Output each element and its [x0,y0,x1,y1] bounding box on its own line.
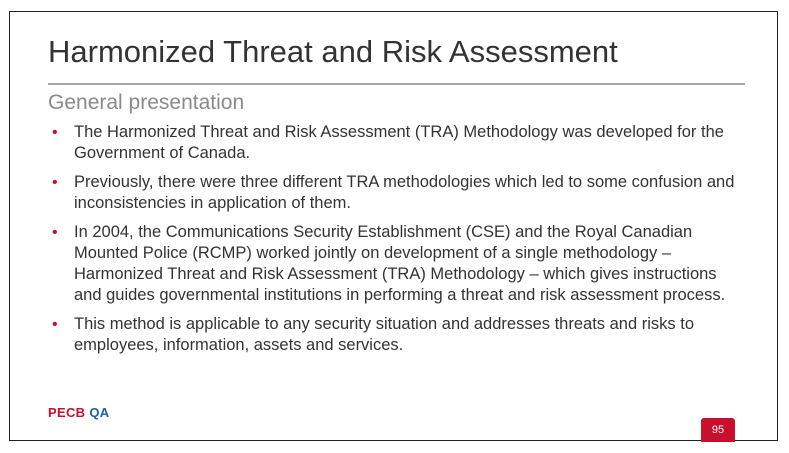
pecb-qa-logo [48,405,109,420]
bullet-icon: • [52,224,58,241]
bullet-text: The Harmonized Threat and Risk Assessment (TRA) Methodology was developed for the Government of Canada. [74,123,724,162]
title-divider [48,83,745,85]
bullet-text: Previously, there were three different TRA methodologies which led to some confusion and inconsistencies in application of them. [74,173,735,212]
page-number-badge: 95 [701,418,735,442]
bullet-text: In 2004, the Communications Security Establishment (CSE) and the Royal Canadian Mounted Police (RCMP) worked jointly on development of a single methodology – Harmonized Threat and Risk Assessment (TRA) Methodology – which gives instructions and guides governmental institutions in performing a threat and risk assessment process. [74,223,726,304]
bullet-item [48,172,748,214]
bullet-item [48,314,748,356]
slide-subtitle: General presentation [48,91,245,114]
bullet-icon: • [52,124,58,141]
bullet-text: This method is applicable to any security situation and addresses threats and risks to employees, information, assets and services. [74,315,694,354]
slide-title: Harmonized Threat and Risk Assessment [48,34,618,69]
slide [9,11,778,441]
bullet-icon: • [52,174,58,191]
logo-qa-mark: QA [89,405,110,420]
bullet-item [48,222,748,306]
logo-brand: PECB [48,405,86,420]
bullet-list [48,122,748,364]
bullet-item [48,122,748,164]
bullet-icon: • [52,316,58,333]
